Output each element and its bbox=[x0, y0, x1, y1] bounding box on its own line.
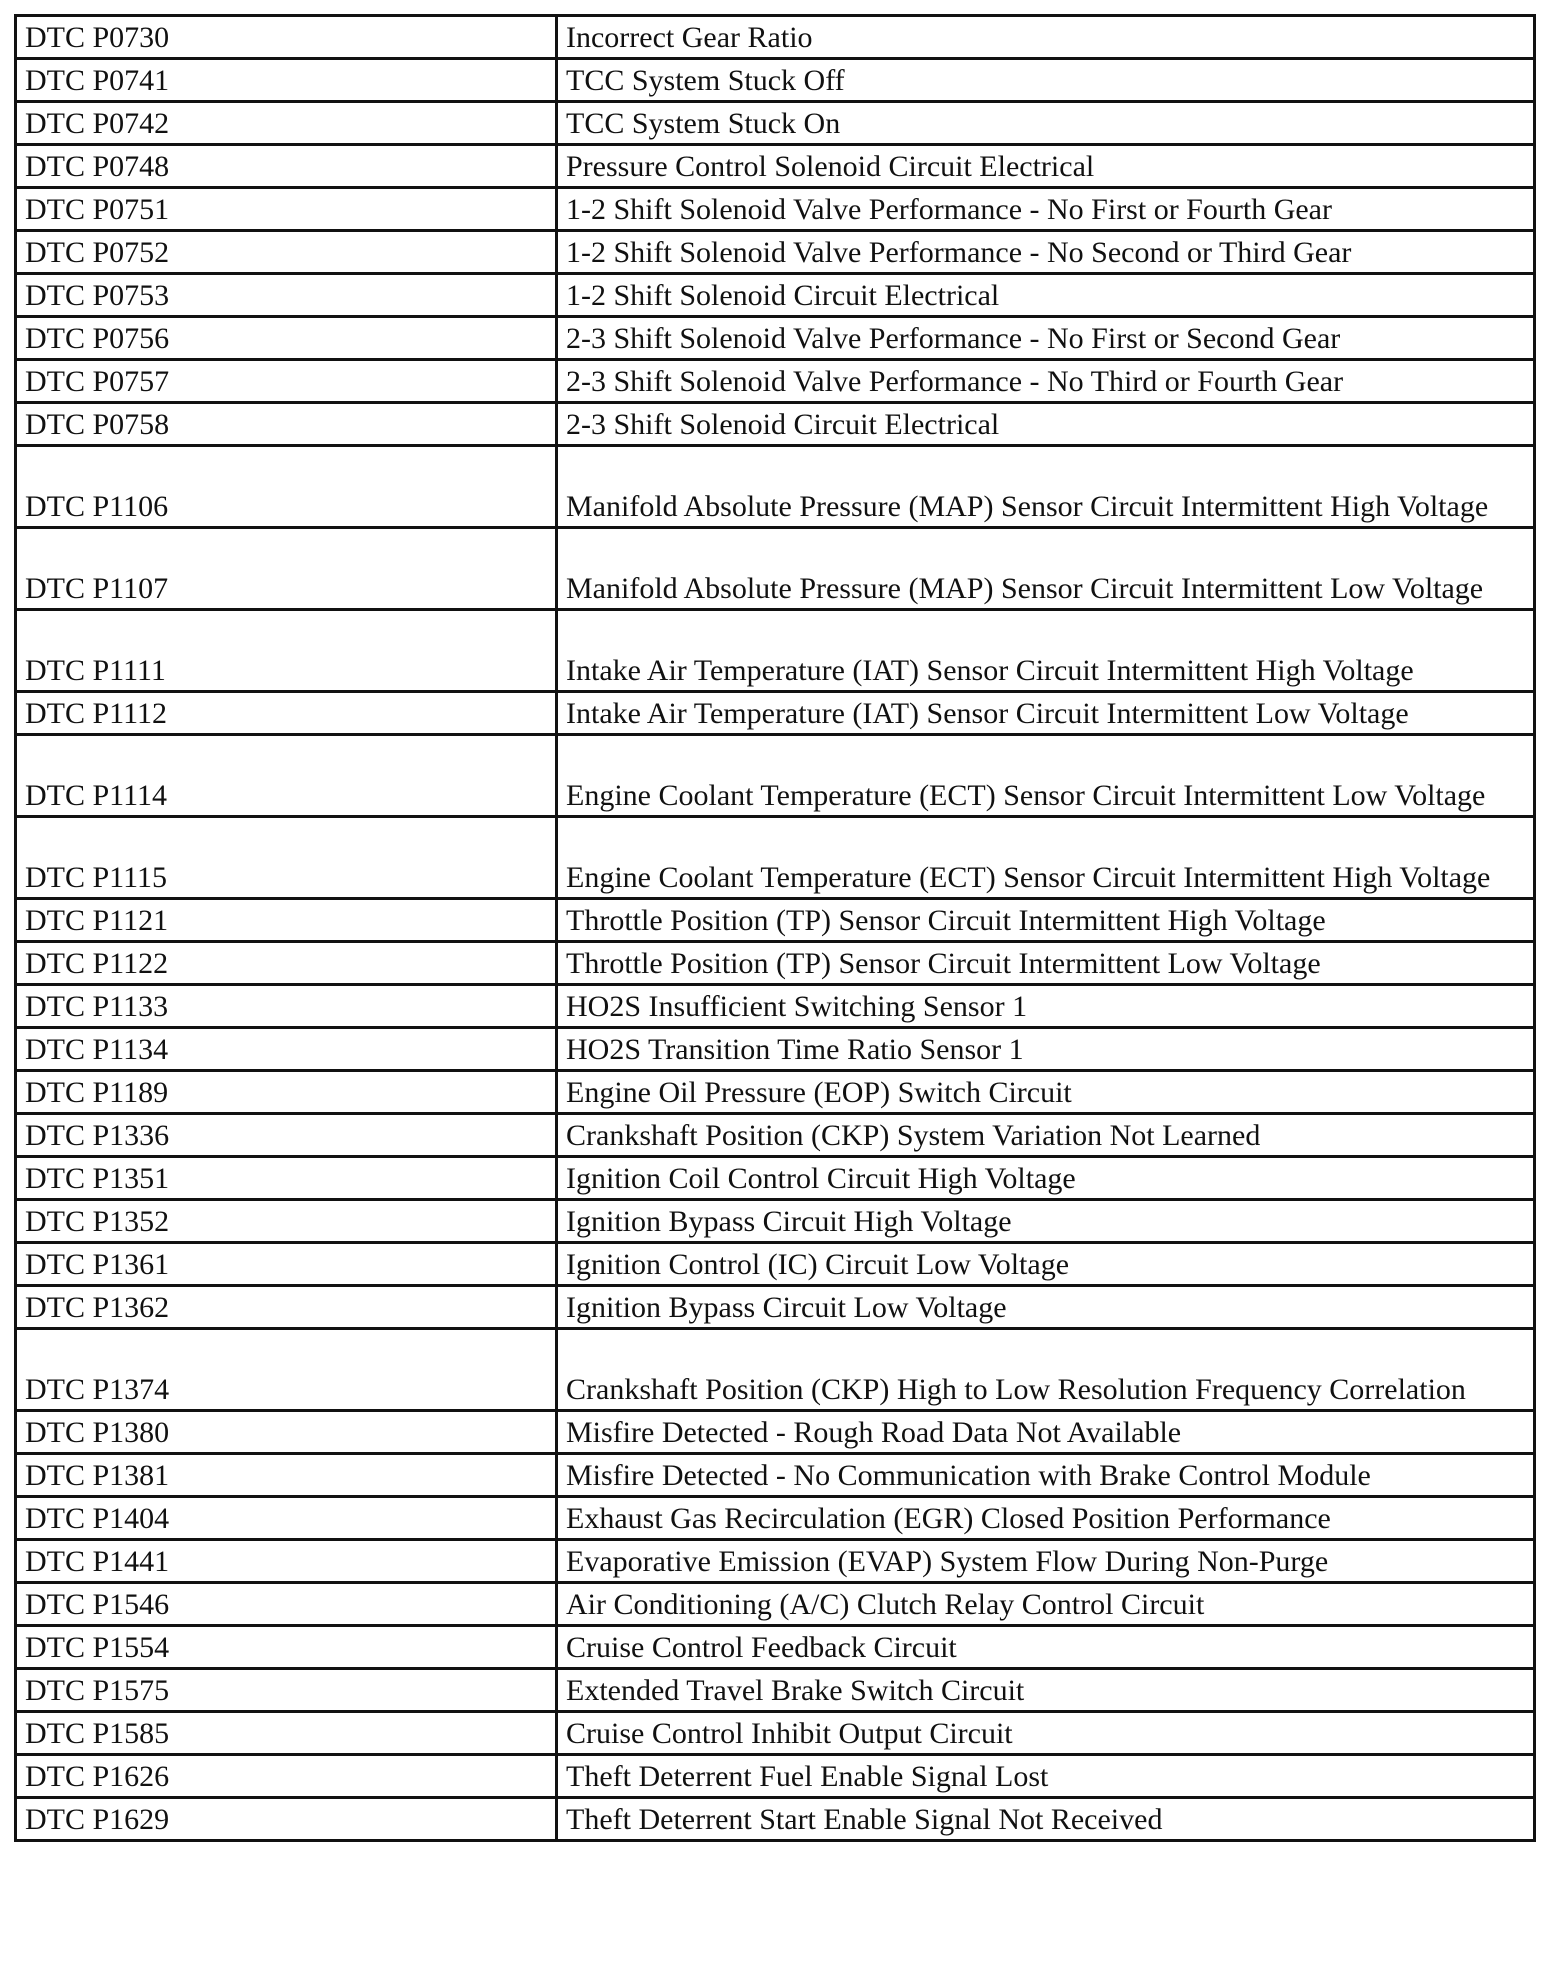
dtc-code: DTC P1554 bbox=[16, 1626, 557, 1669]
dtc-description: Manifold Absolute Pressure (MAP) Sensor Circuit Intermittent Low Voltage bbox=[557, 528, 1535, 610]
dtc-description: Air Conditioning (A/C) Clutch Relay Control Circuit bbox=[557, 1583, 1535, 1626]
dtc-description: Ignition Control (IC) Circuit Low Voltage bbox=[557, 1243, 1535, 1286]
dtc-description: 1-2 Shift Solenoid Circuit Electrical bbox=[557, 274, 1535, 317]
dtc-code: DTC P1374 bbox=[16, 1329, 557, 1411]
dtc-code: DTC P1362 bbox=[16, 1286, 557, 1329]
dtc-code: DTC P1336 bbox=[16, 1114, 557, 1157]
table-row bbox=[16, 1626, 1535, 1669]
dtc-description: Pressure Control Solenoid Circuit Electrical bbox=[557, 145, 1535, 188]
dtc-code: DTC P1134 bbox=[16, 1028, 557, 1071]
table-row bbox=[16, 1329, 1535, 1411]
dtc-description: Throttle Position (TP) Sensor Circuit Intermittent High Voltage bbox=[557, 899, 1535, 942]
dtc-code: DTC P0730 bbox=[16, 16, 557, 59]
table-row bbox=[16, 231, 1535, 274]
table-row bbox=[16, 1454, 1535, 1497]
dtc-code: DTC P1352 bbox=[16, 1200, 557, 1243]
dtc-code: DTC P1112 bbox=[16, 692, 557, 735]
dtc-description: Crankshaft Position (CKP) High to Low Resolution Frequency Correlation bbox=[557, 1329, 1535, 1411]
dtc-code: DTC P1106 bbox=[16, 446, 557, 528]
dtc-description: Ignition Bypass Circuit Low Voltage bbox=[557, 1286, 1535, 1329]
table-row bbox=[16, 102, 1535, 145]
dtc-code: DTC P1107 bbox=[16, 528, 557, 610]
dtc-code: DTC P0741 bbox=[16, 59, 557, 102]
dtc-description: Exhaust Gas Recirculation (EGR) Closed Position Performance bbox=[557, 1497, 1535, 1540]
dtc-code: DTC P1404 bbox=[16, 1497, 557, 1540]
table-row bbox=[16, 274, 1535, 317]
table-row bbox=[16, 1669, 1535, 1712]
dtc-description: Theft Deterrent Start Enable Signal Not Received bbox=[557, 1798, 1535, 1841]
dtc-code: DTC P1351 bbox=[16, 1157, 557, 1200]
table-row bbox=[16, 528, 1535, 610]
dtc-description: Intake Air Temperature (IAT) Sensor Circuit Intermittent High Voltage bbox=[557, 610, 1535, 692]
dtc-code: DTC P1189 bbox=[16, 1071, 557, 1114]
dtc-code: DTC P0751 bbox=[16, 188, 557, 231]
dtc-description: TCC System Stuck On bbox=[557, 102, 1535, 145]
dtc-description: Theft Deterrent Fuel Enable Signal Lost bbox=[557, 1755, 1535, 1798]
dtc-description: HO2S Insufficient Switching Sensor 1 bbox=[557, 985, 1535, 1028]
dtc-code: DTC P1629 bbox=[16, 1798, 557, 1841]
dtc-code: DTC P1585 bbox=[16, 1712, 557, 1755]
table-row bbox=[16, 942, 1535, 985]
dtc-description: Cruise Control Inhibit Output Circuit bbox=[557, 1712, 1535, 1755]
dtc-code: DTC P0742 bbox=[16, 102, 557, 145]
dtc-code: DTC P1626 bbox=[16, 1755, 557, 1798]
table-row bbox=[16, 735, 1535, 817]
table-row bbox=[16, 360, 1535, 403]
dtc-description: 2-3 Shift Solenoid Circuit Electrical bbox=[557, 403, 1535, 446]
dtc-description: Crankshaft Position (CKP) System Variation Not Learned bbox=[557, 1114, 1535, 1157]
dtc-description: Ignition Bypass Circuit High Voltage bbox=[557, 1200, 1535, 1243]
dtc-description: Extended Travel Brake Switch Circuit bbox=[557, 1669, 1535, 1712]
dtc-description: Engine Coolant Temperature (ECT) Sensor Circuit Intermittent Low Voltage bbox=[557, 735, 1535, 817]
table-row bbox=[16, 59, 1535, 102]
dtc-code: DTC P0753 bbox=[16, 274, 557, 317]
dtc-description: Cruise Control Feedback Circuit bbox=[557, 1626, 1535, 1669]
dtc-code: DTC P1122 bbox=[16, 942, 557, 985]
table-row bbox=[16, 1157, 1535, 1200]
dtc-description: 1-2 Shift Solenoid Valve Performance - No Second or Third Gear bbox=[557, 231, 1535, 274]
table-row bbox=[16, 692, 1535, 735]
table-row bbox=[16, 1411, 1535, 1454]
table-row bbox=[16, 1755, 1535, 1798]
dtc-description: Incorrect Gear Ratio bbox=[557, 16, 1535, 59]
dtc-code: DTC P1361 bbox=[16, 1243, 557, 1286]
dtc-code: DTC P1111 bbox=[16, 610, 557, 692]
dtc-code: DTC P0748 bbox=[16, 145, 557, 188]
table-row bbox=[16, 985, 1535, 1028]
dtc-description: Engine Coolant Temperature (ECT) Sensor Circuit Intermittent High Voltage bbox=[557, 817, 1535, 899]
table-row bbox=[16, 1071, 1535, 1114]
dtc-code: DTC P1546 bbox=[16, 1583, 557, 1626]
table-row bbox=[16, 1028, 1535, 1071]
table-row bbox=[16, 1497, 1535, 1540]
dtc-description: Intake Air Temperature (IAT) Sensor Circuit Intermittent Low Voltage bbox=[557, 692, 1535, 735]
dtc-code: DTC P0756 bbox=[16, 317, 557, 360]
table-row bbox=[16, 403, 1535, 446]
dtc-description: Engine Oil Pressure (EOP) Switch Circuit bbox=[557, 1071, 1535, 1114]
dtc-code: DTC P1133 bbox=[16, 985, 557, 1028]
dtc-code: DTC P1381 bbox=[16, 1454, 557, 1497]
dtc-code: DTC P1380 bbox=[16, 1411, 557, 1454]
table-row bbox=[16, 610, 1535, 692]
dtc-description: 2-3 Shift Solenoid Valve Performance - No Third or Fourth Gear bbox=[557, 360, 1535, 403]
dtc-code: DTC P0752 bbox=[16, 231, 557, 274]
dtc-code: DTC P1115 bbox=[16, 817, 557, 899]
dtc-description: Ignition Coil Control Circuit High Voltage bbox=[557, 1157, 1535, 1200]
dtc-description: Manifold Absolute Pressure (MAP) Sensor Circuit Intermittent High Voltage bbox=[557, 446, 1535, 528]
table-row bbox=[16, 317, 1535, 360]
dtc-code: DTC P1441 bbox=[16, 1540, 557, 1583]
dtc-description: Misfire Detected - Rough Road Data Not Available bbox=[557, 1411, 1535, 1454]
table-row bbox=[16, 446, 1535, 528]
table-row bbox=[16, 1540, 1535, 1583]
table-row bbox=[16, 1243, 1535, 1286]
dtc-description: Throttle Position (TP) Sensor Circuit Intermittent Low Voltage bbox=[557, 942, 1535, 985]
table-row bbox=[16, 1712, 1535, 1755]
dtc-code: DTC P0757 bbox=[16, 360, 557, 403]
dtc-code: DTC P1121 bbox=[16, 899, 557, 942]
table-row bbox=[16, 1200, 1535, 1243]
table-row bbox=[16, 817, 1535, 899]
dtc-description: TCC System Stuck Off bbox=[557, 59, 1535, 102]
table-row bbox=[16, 1286, 1535, 1329]
dtc-code: DTC P1114 bbox=[16, 735, 557, 817]
dtc-code: DTC P0758 bbox=[16, 403, 557, 446]
table-row bbox=[16, 899, 1535, 942]
dtc-code: DTC P1575 bbox=[16, 1669, 557, 1712]
table-row bbox=[16, 1114, 1535, 1157]
table-row bbox=[16, 1798, 1535, 1841]
dtc-description: 1-2 Shift Solenoid Valve Performance - No First or Fourth Gear bbox=[557, 188, 1535, 231]
dtc-description: Evaporative Emission (EVAP) System Flow During Non-Purge bbox=[557, 1540, 1535, 1583]
table-row bbox=[16, 16, 1535, 59]
table-row bbox=[16, 188, 1535, 231]
table-row bbox=[16, 145, 1535, 188]
dtc-description: Misfire Detected - No Communication with Brake Control Module bbox=[557, 1454, 1535, 1497]
dtc-description: 2-3 Shift Solenoid Valve Performance - No First or Second Gear bbox=[557, 317, 1535, 360]
table-row bbox=[16, 1583, 1535, 1626]
dtc-description: HO2S Transition Time Ratio Sensor 1 bbox=[557, 1028, 1535, 1071]
dtc-table bbox=[14, 14, 1536, 1842]
